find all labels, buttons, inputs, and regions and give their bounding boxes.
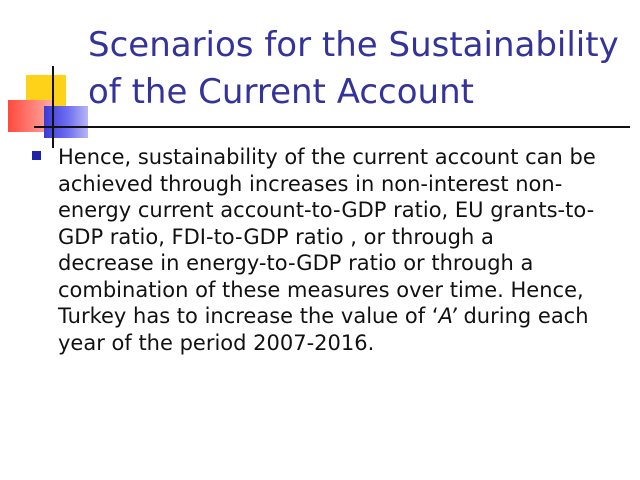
bullet-text-line: energy current account-to-GDP ratio, EU grants-to- bbox=[58, 198, 595, 222]
bullet-item bbox=[32, 144, 632, 356]
bullet-text-segment: Turkey has to increase the value of ‘ bbox=[58, 304, 439, 328]
slide-title-line: of the Current Account bbox=[88, 72, 474, 112]
slide-title-line: Scenarios for the Sustainability bbox=[88, 25, 619, 65]
bullet-text bbox=[58, 144, 632, 356]
bullet-text-segment: during each bbox=[456, 304, 589, 328]
decoration-blue-square bbox=[44, 106, 88, 138]
bullet-text-line: GDP ratio, FDI-to-GDP ratio , or through a bbox=[58, 224, 494, 249]
bullet-text-line: year of the period 2007-2016. bbox=[58, 330, 375, 355]
bullet-text-line: decrease in energy-to-GDP ratio or through a bbox=[58, 251, 534, 275]
bullet-text-line: achieved through increases in non-interest non- bbox=[58, 171, 563, 196]
bullet-text-line: Hence, sustainability of the current account can be bbox=[58, 145, 596, 169]
bullet-text-line bbox=[58, 303, 632, 330]
slide-title bbox=[88, 22, 633, 116]
bullet-text-line: combination of these measures over time. Hence, bbox=[58, 277, 584, 302]
title-underline bbox=[34, 126, 630, 128]
variable-a: A’ bbox=[438, 304, 457, 328]
square-bullet-icon bbox=[32, 151, 41, 160]
decoration-vertical-rule bbox=[52, 66, 54, 148]
